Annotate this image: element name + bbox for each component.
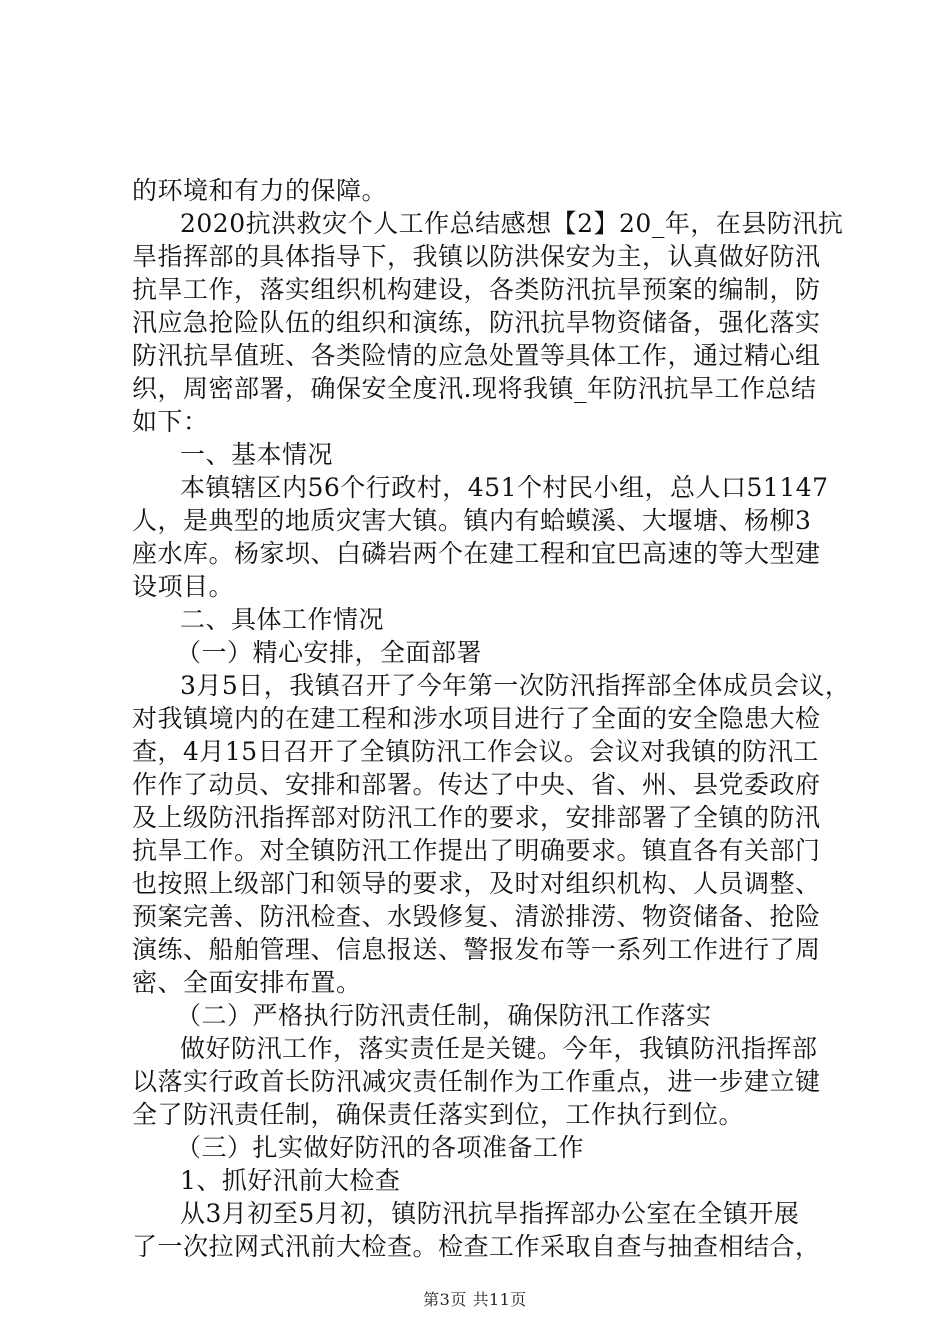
subsection-heading: （二）严格执行防汛责任制，确保防汛工作落实 xyxy=(176,1001,712,1030)
text-line: 也按照上级部门和领导的要求，及时对组织机构、人员调整、 xyxy=(132,869,821,898)
text-line: 3月5日，我镇召开了今年第一次防汛指挥部全体成员会议， xyxy=(180,671,851,700)
text-line: 防汛抗旱值班、各类险情的应急处置等具体工作，通过精心组 xyxy=(132,341,821,370)
text-line: 对我镇境内的在建工程和涉水项目进行了全面的安全隐患大检 xyxy=(132,704,821,733)
text-line: 演练、船舶管理、信息报送、警报发布等一系列工作进行了周 xyxy=(132,935,821,964)
text-line: 的环境和有力的保障。 xyxy=(132,176,388,205)
subsection-heading: （三）扎实做好防汛的各项准备工作 xyxy=(176,1133,585,1162)
text-line: 及上级防汛指挥部对防汛工作的要求，安排部署了全镇的防汛 xyxy=(132,803,821,832)
text-line: 从3月初至5月初，镇防汛抗旱指挥部办公室在全镇开展 xyxy=(180,1199,800,1228)
page-footer: 第3页 共11页 xyxy=(423,1290,527,1309)
text-line: 查，4月15日召开了全镇防汛工作会议。会议对我镇的防汛工 xyxy=(132,737,819,766)
item-heading: 1、抓好汛前大检查 xyxy=(180,1166,401,1195)
text-line: 人，是典型的地质灾害大镇。镇内有蛤蟆溪、大堰塘、杨柳3 xyxy=(132,506,812,535)
section-heading: 二、具体工作情况 xyxy=(180,605,385,634)
text-line: 密、全面安排布置。 xyxy=(132,968,362,997)
text-line: 做好防汛工作，落实责任是关键。今年，我镇防汛指挥部 xyxy=(180,1034,818,1063)
text-line: 汛应急抢险队伍的组织和演练，防汛抗旱物资储备，强化落实 xyxy=(132,308,821,337)
subsection-heading: （一）精心安排，全面部署 xyxy=(176,638,483,667)
text-line: 抗旱工作，落实组织机构建设，各类防汛抗旱预案的编制，防 xyxy=(132,275,821,304)
text-line: 旱指挥部的具体指导下，我镇以防洪保安为主，认真做好防汛 xyxy=(132,242,821,271)
text-line: 座水库。杨家坝、白磷岩两个在建工程和宜巴高速的等大型建 xyxy=(132,539,821,568)
text-line: 设项目。 xyxy=(132,572,235,601)
section-heading: 一、基本情况 xyxy=(180,440,334,469)
text-line: 了一次拉网式汛前大检查。检查工作采取自查与抽查相结合， xyxy=(132,1232,821,1261)
text-line: 全了防汛责任制，确保责任落实到位，工作执行到位。 xyxy=(132,1100,745,1129)
text-line: 作作了动员、安排和部署。传达了中央、省、州、县党委政府 xyxy=(132,770,821,799)
text-line: 预案完善、防汛检查、水毁修复、清淤排涝、物资储备、抢险 xyxy=(132,902,821,931)
text-line: 以落实行政首长防汛减灾责任制作为工作重点，进一步建立键 xyxy=(132,1067,821,1096)
text-line: 2020抗洪救灾个人工作总结感想【2】20_年，在县防汛抗 xyxy=(180,209,844,238)
text-line: 抗旱工作。对全镇防汛工作提出了明确要求。镇直各有关部门 xyxy=(132,836,821,865)
text-line: 如下： xyxy=(132,407,209,436)
text-line: 本镇辖区内56个行政村，451个村民小组，总人口51147 xyxy=(180,473,829,502)
text-line: 织，周密部署，确保安全度汛.现将我镇_年防汛抗旱工作总结 xyxy=(132,374,817,403)
